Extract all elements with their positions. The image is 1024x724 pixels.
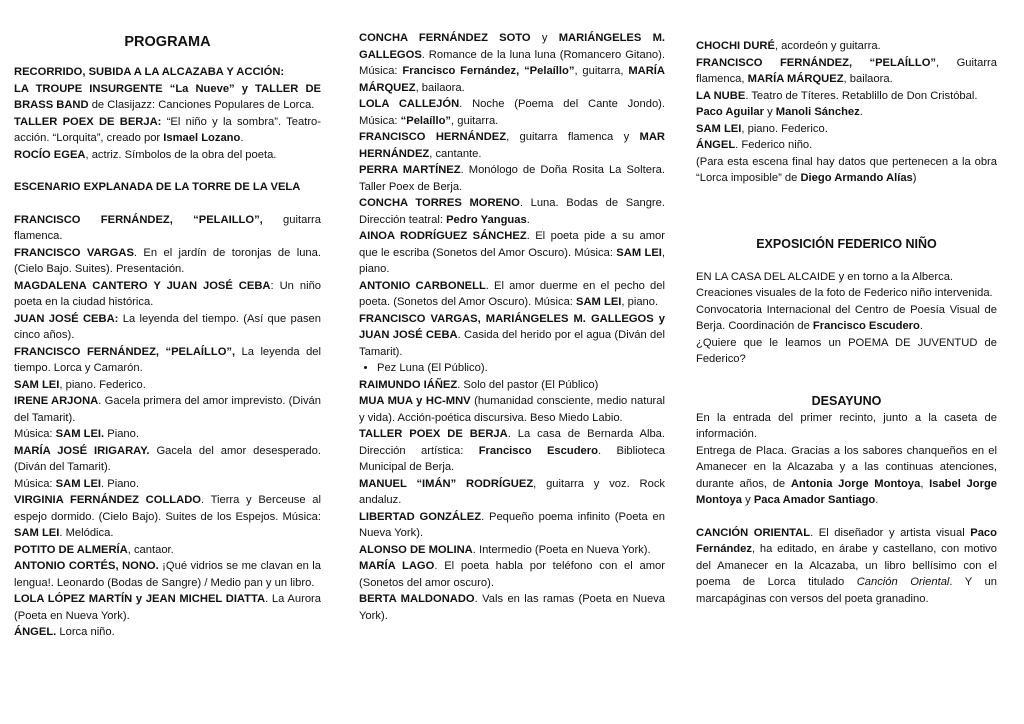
program-entry	[696, 335, 997, 368]
program-entry	[14, 476, 321, 493]
spacer	[696, 187, 997, 211]
text-run: . En el jardín de toronjas de luna. (Cielo Bajo. Suites). Presentación.	[14, 246, 321, 275]
text-run: EN LA CASA DEL ALCAIDE y en torno a la Alberca.	[696, 270, 954, 283]
text-run: . Piano.	[101, 477, 139, 490]
program-entry	[14, 393, 321, 426]
bold-text: Antonia Jorge Montoya	[790, 477, 921, 490]
bold-text: FRANCISCO HERNÁNDEZ	[359, 131, 507, 143]
text-run: . Y un marcapáginas con versos del poeta granadino.	[696, 576, 998, 605]
bold-text: SAM LEI.	[55, 428, 105, 440]
text-run: . La casa de Bernarda Alba. Dirección artística:	[359, 428, 665, 457]
text-run: . Gacela primera del amor imprevisto. (Diván del Tamarit).	[14, 395, 322, 424]
program-entry	[359, 393, 665, 426]
text-run: . Luna. Bodas de Sangre. Dirección teatral:	[359, 197, 665, 226]
text-run: ¿Quiere que le leamos un POEMA DE JUVENTUD de Federico?	[696, 336, 997, 365]
text-run: En la entrada del primer recinto, junto a la caseta de información.	[696, 411, 997, 440]
program-entry	[14, 426, 321, 443]
spacer	[696, 211, 997, 235]
page-title	[14, 30, 321, 54]
text-run: Música:	[14, 428, 56, 440]
text-run: . Solo del pastor (El Público)	[457, 378, 599, 391]
bold-text: RAIMUNDO IÁÑEZ	[359, 378, 458, 391]
program-entry	[359, 509, 665, 542]
program-column-3	[696, 38, 997, 607]
program-entry	[14, 344, 321, 377]
program-entry	[359, 30, 665, 96]
bold-text: FRANCISCO VARGAS	[14, 246, 134, 259]
text-run: , Guitarra flamenca,	[696, 56, 997, 85]
bold-text: CHOCHI DURÉ	[696, 40, 775, 52]
program-entry	[359, 311, 665, 361]
program-entry	[359, 558, 665, 591]
text-run: y	[763, 106, 776, 118]
program-entry	[14, 245, 321, 278]
text-run: , ha editado, en árabe y castellano, con motivo del Amanecer en la Alcazaba, un libro bellísimo con el poema de Lorca titulado	[696, 543, 997, 588]
program-entry	[696, 121, 997, 138]
program-entry	[14, 212, 321, 245]
text-run: . Biblioteca Municipal de Berja.	[359, 444, 665, 473]
bold-text: ANTONIO CORTÉS, NONO.	[14, 560, 159, 572]
bold-text: Paca Amador Santiago	[753, 494, 876, 506]
text-run: , guitarra,	[574, 65, 629, 77]
text-run: : Un niño poeta en la ciudad histórica.	[14, 279, 322, 308]
bold-text: Francisco Fernández, “Pelaíllo”	[402, 65, 575, 77]
program-entry	[14, 179, 321, 196]
text-run: , piano. Federico.	[59, 378, 146, 391]
program-entry	[359, 278, 665, 311]
bold-text: LA TROUPE INSURGENTE “La Nueve” y TALLER DE BRASS BAND	[14, 82, 321, 111]
bold-text: Paco Fernández	[696, 526, 997, 555]
text-run: guitarra flamenca.	[14, 213, 321, 242]
program-entry	[359, 228, 665, 278]
program-entry	[14, 81, 321, 114]
bold-text: ROCÍO EGEA	[14, 148, 86, 161]
text-run: . El poeta habla por teléfono con el amor (Sonetos del amor oscuro).	[359, 560, 665, 589]
program-entry	[696, 38, 997, 55]
bold-text: MUA MUA y HC-MNV	[359, 395, 471, 407]
bold-text: POTITO DE ALMERÍA	[14, 543, 128, 556]
bold-text: MARÍA LAGO	[359, 560, 435, 572]
text-run: ¡Qué vidrios se me clavan en la lengua!. Leonardo (Bodas de Sangre) / Medio pan y un libro.	[14, 560, 322, 589]
spacer	[696, 368, 997, 392]
text-run: , bailaora.	[843, 73, 893, 85]
bullet-list	[359, 360, 665, 377]
text-run: .	[240, 132, 244, 144]
text-run: La leyenda del tiempo. Lorca y Camarón.	[14, 345, 321, 374]
program-entry	[14, 591, 321, 624]
section-heading	[696, 235, 997, 253]
text-run: y	[530, 32, 559, 44]
bold-text: RECORRIDO, SUBIDA A LA ALCAZABA Y ACCIÓN:	[14, 66, 285, 78]
bold-text: FRANCISCO VARGAS, MARIÁNGELES M. GALLEGOS y JUAN JOSÉ CEBA	[359, 312, 665, 341]
text-run: , actriz. Símbolos de la obra del poeta.	[85, 148, 277, 161]
text-run: . Teatro de Títeres. Retablillo de Don Cristóbal.	[745, 89, 978, 102]
program-entry	[359, 129, 665, 162]
text-run: . Casida del herido por el agua (Diván del Tamarit).	[359, 329, 665, 358]
program-entry	[14, 311, 321, 344]
bold-text: SAM LEI	[616, 246, 662, 259]
program-entry	[359, 162, 665, 195]
program-entry	[359, 377, 665, 394]
program-entry	[696, 302, 997, 335]
text-run: , piano. Federico.	[741, 122, 828, 135]
spacer	[696, 253, 997, 269]
bold-text: LOLA CALLEJÓN	[359, 98, 460, 110]
program-entry	[696, 88, 997, 105]
program-column-2	[359, 30, 665, 624]
text-run: PROGRAMA	[124, 34, 211, 50]
program-entry	[14, 278, 321, 311]
spacer	[696, 509, 997, 525]
text-run: .	[526, 213, 530, 226]
bold-text: VIRGINIA FERNÁNDEZ COLLADO	[14, 494, 201, 506]
bold-text: MARIÁNGELES M. GALLEGOS	[359, 32, 666, 61]
program-entry	[696, 525, 997, 608]
text-run: , guitarra flamenca y	[506, 131, 640, 143]
bold-text: MANUEL “IMÁN” RODRÍGUEZ	[359, 477, 534, 490]
text-run: y	[742, 494, 754, 506]
bold-text: LIBERTAD GONZÁLEZ	[359, 510, 482, 523]
text-run: . Pequeño poema infinito (Poeta en Nueva York).	[359, 510, 666, 539]
program-entry	[14, 542, 321, 559]
text-run: , guitarra y voz. Rock andaluz.	[359, 477, 666, 506]
bold-text: MARÍA MÁRQUEZ	[747, 73, 844, 85]
text-run: DESAYUNO	[811, 393, 882, 408]
bold-text: “Pelaíllo”	[400, 114, 452, 127]
bold-text: Francisco Escudero	[478, 444, 598, 457]
text-run: . Romance de la luna luna (Romancero Gitano). Música:	[359, 48, 665, 77]
text-run: . Tierra y Berceuse al espejo dormido. (Cielo Bajo). Suites de los Espejos. Música:	[14, 494, 321, 523]
bold-text: TALLER POEX DE BERJA	[359, 428, 508, 440]
text-run: . La Aurora (Poeta en Nueva York).	[14, 593, 321, 622]
italic-text: Canción Oriental	[856, 576, 950, 588]
bold-text: SAM LEI	[696, 122, 742, 135]
text-run: de Clasijazz: Canciones Populares de Lorca.	[88, 99, 315, 111]
bold-text: ANTONIO CARBONELL	[359, 279, 486, 292]
text-run: )	[912, 172, 917, 184]
bold-text: MARÍA MÁRQUEZ	[359, 65, 665, 94]
program-entry	[696, 154, 997, 187]
text-run: , piano.	[359, 246, 665, 275]
bold-text: MAR HERNÁNDEZ	[359, 131, 666, 160]
bold-text: Diego Armando Alías	[800, 172, 913, 184]
program-entry	[696, 137, 997, 154]
text-run: , cantante.	[429, 147, 482, 160]
program-entry	[359, 96, 665, 129]
program-entry	[14, 64, 321, 81]
text-run: Convocatoria Internacional del Centro de Poesía Visual de Berja. Coordinación de	[696, 303, 997, 332]
spacer	[14, 163, 321, 179]
program-entry	[359, 426, 665, 476]
program-entry	[696, 104, 997, 121]
program-entry	[696, 55, 997, 88]
bold-text: Francisco Escudero	[812, 320, 920, 332]
bold-text: Paco Aguilar	[696, 106, 764, 118]
text-run: . El diseñador y artista visual	[810, 526, 971, 539]
bold-text: MAGDALENA CANTERO Y JUAN JOSÉ CEBA	[14, 279, 271, 292]
program-entry	[14, 558, 321, 591]
bold-text: MARÍA JOSÉ IRIGARAY.	[14, 444, 150, 457]
text-run: .	[859, 106, 863, 118]
text-run: . Monólogo de Doña Rosita La Soltera. Taller Poex de Berja.	[359, 164, 665, 193]
text-run: Música:	[14, 477, 56, 490]
text-run: Creaciones visuales de la foto de Federico niño intervenida.	[696, 287, 993, 299]
bold-text: SAM LEI	[55, 477, 102, 490]
program-entry	[696, 285, 997, 302]
text-run: . Intermedio (Poeta en Nueva York).	[472, 543, 651, 556]
text-run: ,	[920, 477, 930, 490]
bold-text: Isabel Jorge Montoya	[696, 477, 997, 506]
bold-text: LOLA LÓPEZ MARTÍN y JEAN MICHEL DIATTA	[14, 593, 266, 605]
bold-text: PERRA MARTÍNEZ	[359, 164, 461, 176]
program-entry	[14, 624, 321, 641]
text-run: Entrega de Placa. Gracias a los sabores chanqueños en el Amanecer en la Alcazaba y a las continuas atenciones, durante años, de	[696, 444, 997, 490]
program-entry	[14, 147, 321, 164]
bold-text: ÁNGEL	[696, 139, 736, 151]
bold-text: AINOA RODRÍGUEZ SÁNCHEZ	[359, 230, 527, 242]
bold-text: ESCENARIO EXPLANADA DE LA TORRE DE LA VELA	[14, 181, 301, 193]
text-run: . Noche (Poema del Cante Jondo). Música:	[359, 98, 665, 127]
text-run: , bailaora.	[415, 81, 465, 94]
text-run: (humanidad consciente, medio natural y vida). Acción-poética discursiva. Beso Miedo Labio.	[359, 395, 665, 424]
bold-text: CONCHA TORRES MORENO	[359, 197, 520, 209]
program-entry	[359, 542, 665, 559]
program-entry	[696, 410, 997, 443]
program-column-1	[14, 30, 321, 641]
bold-text: SAM LEI	[14, 378, 60, 391]
text-run: Piano.	[104, 428, 139, 440]
text-run: La leyenda del tiempo. (Así que pasen cinco años).	[14, 312, 322, 341]
section-heading	[696, 392, 997, 410]
bold-text: ÁNGEL.	[14, 626, 57, 638]
text-run: Pez Luna (El Público).	[377, 362, 488, 374]
text-run: , piano.	[621, 296, 659, 308]
program-entry	[14, 377, 321, 394]
bold-text: FRANCISCO FERNÁNDEZ, “PELAÍLLO”,	[14, 345, 236, 358]
text-run: Gacela del amor desesperado. (Diván del Tamarit).	[14, 444, 321, 473]
bold-text: ALONSO DE MOLINA	[359, 543, 473, 556]
program-entry	[359, 591, 665, 624]
text-run: EXPOSICIÓN FEDERICO NIÑO	[756, 236, 937, 251]
bold-text: Manoli Sánchez	[775, 106, 860, 118]
text-run: . Melódica.	[59, 527, 114, 539]
bold-text: LA NUBE	[696, 89, 746, 102]
program-entry	[14, 114, 321, 147]
bullet-item	[377, 360, 665, 377]
program-entry	[14, 492, 321, 542]
bold-text: SAM LEI	[14, 527, 60, 539]
bold-text: FRANCISCO FERNÁNDEZ, “PELAÍLLO”	[696, 56, 937, 69]
text-run: , guitarra.	[451, 114, 499, 127]
program-entry	[359, 195, 665, 228]
text-run: , acordeón y guitarra.	[774, 40, 881, 52]
text-run: .	[875, 494, 879, 506]
text-run: Lorca niño.	[56, 626, 115, 638]
bold-text: Ismael Lozano	[163, 132, 241, 144]
bold-text: FRANCISCO FERNÁNDEZ, “PELAILLO”,	[14, 213, 263, 226]
program-entry	[14, 443, 321, 476]
bold-text: SAM LEI	[576, 296, 622, 308]
bold-text: TALLER POEX DE BERJA:	[14, 115, 162, 128]
bold-text: BERTA MALDONADO	[359, 593, 475, 605]
spacer	[14, 196, 321, 212]
text-run: (Para esta escena final hay datos que pertenecen a la obra “Lorca imposible” de	[696, 155, 997, 184]
program-entry	[696, 269, 997, 286]
text-run: “El niño y la sombra”. Teatro-acción. “Lorquita”, creado por	[14, 115, 321, 144]
bold-text: IRENE ARJONA	[14, 395, 99, 407]
bold-text: JUAN JOSÉ CEBA:	[14, 312, 119, 325]
program-entry	[696, 443, 997, 509]
program-entry	[359, 476, 665, 509]
text-run: . Vals en las ramas (Poeta en Nueva York).	[359, 593, 665, 622]
bold-text: Pedro Yanguas	[446, 213, 527, 226]
text-run: . Federico niño.	[735, 139, 813, 151]
bold-text: CANCIÓN ORIENTAL	[696, 526, 811, 539]
bold-text: CONCHA FERNÁNDEZ SOTO	[359, 32, 531, 44]
text-run: .	[919, 320, 923, 332]
text-run: . El amor duerme en el pecho del poeta. (Sonetos del Amor Oscuro). Música:	[359, 279, 665, 308]
text-run: , cantaor.	[127, 543, 174, 556]
text-run: . El poeta pide a su amor que le escriba (Sonetos del Amor Oscuro). Música:	[359, 230, 665, 259]
